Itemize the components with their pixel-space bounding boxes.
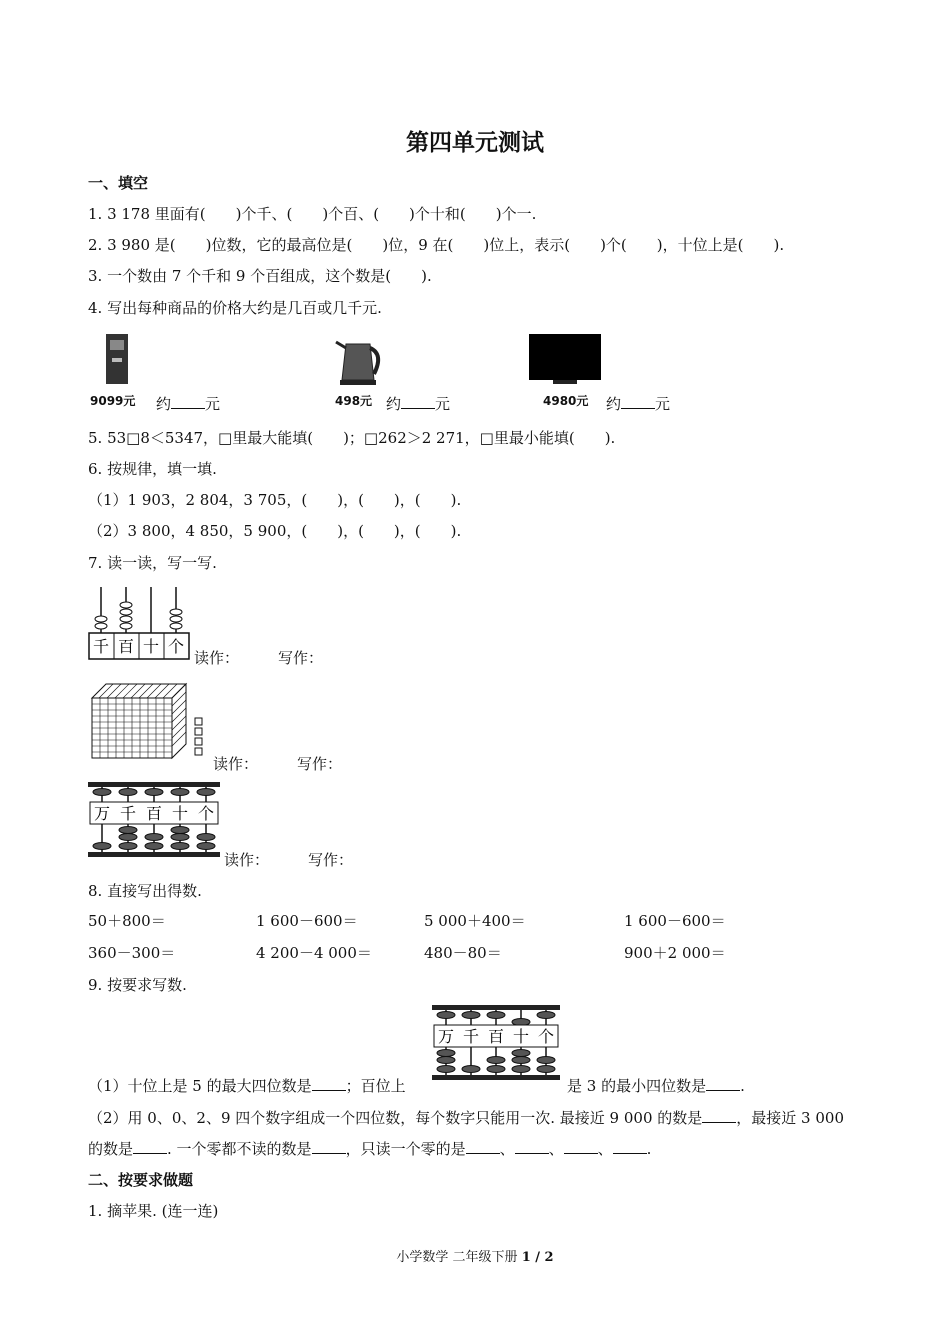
q9-1-text-a: （1）十位上是 5 的最大四位数是: [88, 1077, 312, 1095]
question-9: 9. 按要求写数.: [88, 976, 187, 994]
abacus5-write-label: 写作：: [308, 851, 354, 869]
question-7: 7. 读一读，写一写.: [88, 554, 217, 572]
q9-1-blank-1[interactable]: [312, 1076, 346, 1091]
q9-2-end: .: [646, 1140, 652, 1158]
question-6-1: （1）1 903，2 804，3 705，( )，( )，( ).: [88, 491, 462, 509]
question-4: 4. 写出每种商品的价格大约是几百或几千元.: [88, 299, 382, 317]
kettle-image: [330, 330, 390, 390]
product-3-price: 4980元: [543, 394, 589, 408]
product-2-answer: [386, 393, 450, 414]
q9-2-text-d: . 一个零都不读的数是: [167, 1140, 312, 1158]
q9-1-end: .: [740, 1077, 745, 1095]
abacus4-label-bai: 百: [117, 637, 135, 656]
q9-2-sep-2: 、: [548, 1140, 564, 1158]
television-image: [527, 332, 605, 390]
calc-1-3: 5 000＋400＝: [424, 912, 526, 930]
abacus4-label-qian: 千: [92, 637, 110, 656]
question-3: 3. 一个数由 7 个千和 9 个百组成，这个数是( ).: [88, 267, 432, 285]
abacus4-label-ge: 个: [167, 637, 185, 656]
product-3-answer: [606, 393, 670, 414]
product-1-price: 9099元: [90, 394, 136, 408]
question-6-2: （2）3 800，4 850，5 900，( )，( )，( ).: [88, 522, 462, 540]
q9-1-text-c: 是 3 的最小四位数是: [567, 1077, 707, 1095]
q9-2-text-e: ，只读一个零的是: [345, 1140, 466, 1158]
abacus5a-label-wan: 万: [93, 804, 111, 823]
footer-text: 小学数学 二年级下册: [396, 1250, 522, 1265]
page-footer: [0, 1246, 950, 1265]
product-2-price: 498元: [335, 394, 373, 408]
abacus5b-label-wan: 万: [437, 1027, 455, 1046]
question-8: 8. 直接写出得数.: [88, 882, 202, 900]
product-2-approx: 约: [386, 395, 402, 413]
thousand-cube-blocks: [88, 680, 213, 762]
q9-2-text-a: （2）用 0、0、2、9 四个数字组成一个四位数，每个数字只能用一次. 最接近 9 000 的数是: [88, 1109, 703, 1127]
product-2-unit: 元: [435, 395, 451, 413]
calc-1-2: 1 600－600＝: [256, 912, 358, 930]
cube-write-label: 写作：: [297, 755, 343, 773]
abacus5b-label-qian: 千: [462, 1027, 480, 1046]
question-9-2-line2: [88, 1138, 651, 1159]
section2-question-1: 1. 摘苹果. (连一连): [88, 1202, 219, 1220]
q9-2-blank-4[interactable]: [466, 1139, 500, 1154]
q9-2-text-c: 的数是: [88, 1140, 134, 1158]
product-1-unit: 元: [205, 395, 221, 413]
q9-2-blank-6[interactable]: [564, 1139, 598, 1154]
q9-1-blank-2[interactable]: [706, 1076, 740, 1091]
calc-1-4: 1 600－600＝: [624, 912, 726, 930]
abacus5a-label-ge: 个: [197, 804, 215, 823]
product-3-blank[interactable]: [621, 394, 655, 409]
question-2: 2. 3 980 是( )位数，它的最高位是( )位，9 在( )位上，表示( )个( )，十位上是( ).: [88, 236, 785, 254]
q9-2-blank-1[interactable]: [702, 1108, 736, 1123]
product-1-answer: [156, 393, 220, 414]
product-1-approx: 约: [156, 395, 172, 413]
q9-2-sep-3: 、: [597, 1140, 613, 1158]
question-9-2-line1: [88, 1107, 844, 1128]
calc-2-2: 4 200－4 000＝: [256, 944, 372, 962]
abacus5a-label-bai: 百: [145, 804, 163, 823]
product-2-blank[interactable]: [401, 394, 435, 409]
calc-2-1: 360－300＝: [88, 944, 176, 962]
abacus5a-label-shi: 十: [171, 804, 189, 823]
question-5: 5. 53□8＜5347，□里最大能填( )；□262＞2 271，□里最小能填( ).: [88, 429, 616, 447]
q9-2-blank-3[interactable]: [312, 1139, 346, 1154]
section-heading-fill-blank: 一、填空: [88, 174, 149, 192]
product-3-unit: 元: [655, 395, 671, 413]
question-9-1-part2: [567, 1075, 745, 1096]
abacus-five-digit: [88, 780, 223, 860]
product-1-blank[interactable]: [171, 394, 205, 409]
q9-2-sep-1: 、: [499, 1140, 515, 1158]
section-heading-exercises: 二、按要求做题: [88, 1171, 194, 1189]
abacus5b-label-shi: 十: [512, 1027, 530, 1046]
question-1: 1. 3 178 里面有( )个千、( )个百、( )个十和( )个一.: [88, 205, 537, 223]
abacus5b-label-ge: 个: [537, 1027, 555, 1046]
q9-2-blank-5[interactable]: [515, 1139, 549, 1154]
abacus5a-label-qian: 千: [119, 804, 137, 823]
abacus-five-digit-q9: [432, 1003, 564, 1083]
question-6: 6. 按规律，填一填.: [88, 460, 217, 478]
q9-2-text-b: ，最接近 3 000: [736, 1109, 844, 1127]
abacus4-write-label: 写作：: [278, 649, 324, 667]
calc-1-1: 50＋800＝: [88, 912, 166, 930]
q9-2-blank-2[interactable]: [133, 1139, 167, 1154]
page-number: 1 / 2: [521, 1250, 554, 1265]
calc-2-4: 900＋2 000＝: [624, 944, 726, 962]
question-9-1-part1: [88, 1075, 406, 1096]
product-3-approx: 约: [606, 395, 622, 413]
abacus4-read-label: 读作：: [194, 649, 240, 667]
q9-2-blank-7[interactable]: [613, 1139, 647, 1154]
cube-read-label: 读作：: [213, 755, 259, 773]
abacus-four-digit: [88, 585, 190, 663]
page-title: 第四单元测试: [406, 130, 544, 156]
abacus4-label-shi: 十: [142, 637, 160, 656]
abacus5b-label-bai: 百: [487, 1027, 505, 1046]
q9-1-text-b: ；百位上: [345, 1077, 406, 1095]
abacus5-read-label: 读作：: [224, 851, 270, 869]
calc-2-3: 480－80＝: [424, 944, 502, 962]
